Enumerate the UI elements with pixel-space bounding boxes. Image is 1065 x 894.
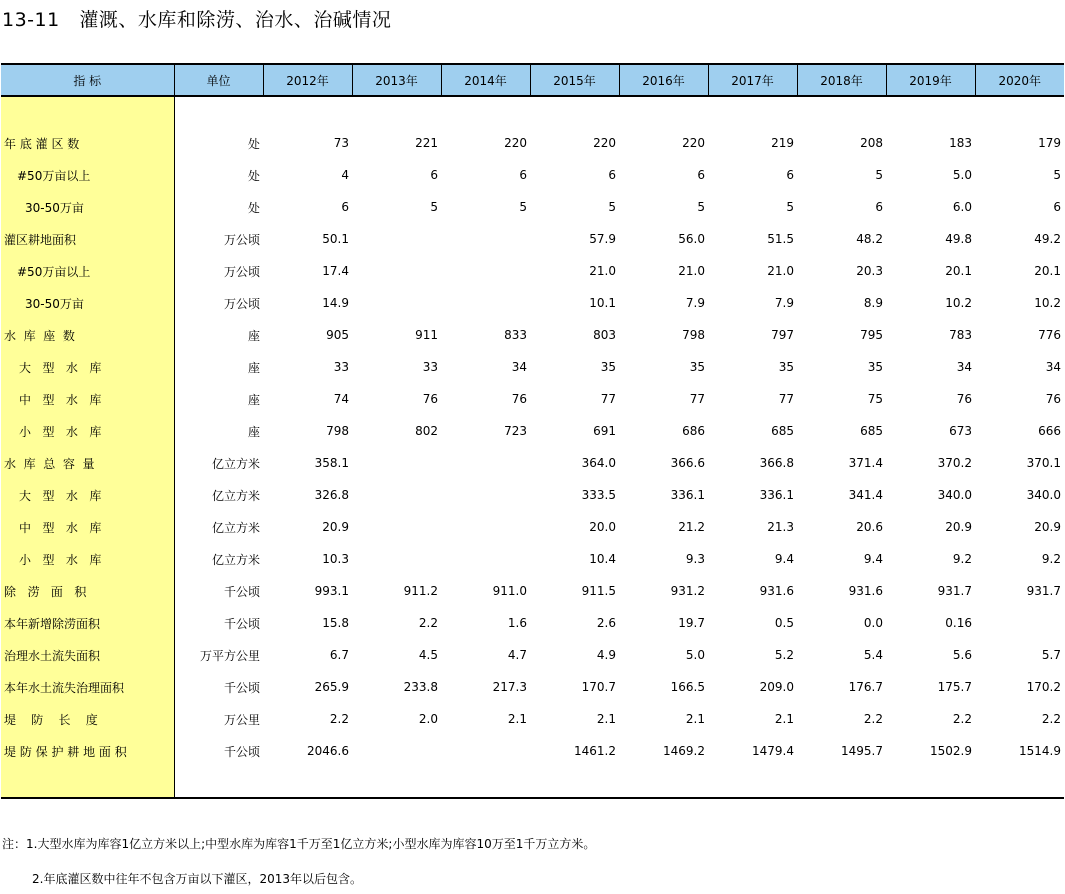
value-cell: 21.0	[589, 264, 616, 278]
header-indicator: 指 标	[1, 64, 174, 96]
value-cell: 2.0	[418, 712, 438, 726]
value-cell: 2.1	[774, 712, 794, 726]
value-cell: 5	[875, 168, 883, 182]
value-cell	[352, 735, 441, 767]
row-label: 30-50万亩	[1, 287, 174, 319]
value-cell: 57.9	[589, 232, 616, 246]
header-year: 2014年	[441, 64, 530, 96]
row-label: 小 型 水 库	[1, 415, 174, 447]
value-cell	[441, 735, 530, 767]
value-cell: 76	[422, 392, 438, 406]
value-cell: 208	[860, 136, 883, 150]
value-cell: 2.1	[685, 712, 705, 726]
value-cell: 2.2	[863, 712, 883, 726]
header-year: 2020年	[975, 64, 1064, 96]
value-cell: 170.7	[581, 680, 616, 694]
value-cell: 15.8	[322, 616, 349, 630]
value-cell: 1479.4	[752, 744, 794, 758]
value-cell	[441, 287, 530, 319]
value-cell: 6	[786, 168, 794, 182]
value-cell: 14.9	[322, 296, 349, 310]
table-row	[1, 415, 1064, 447]
value-cell: 1502.9	[930, 744, 972, 758]
table-row	[1, 543, 1064, 575]
empty-cell	[174, 96, 1064, 127]
value-cell: 6	[608, 168, 616, 182]
value-cell: 20.1	[945, 264, 972, 278]
row-label: 小 型 水 库	[1, 543, 174, 575]
value-cell: 7.9	[774, 296, 794, 310]
value-cell: 685	[860, 424, 883, 438]
row-unit: 亿立方米	[211, 488, 260, 503]
value-cell: 35	[867, 360, 883, 374]
value-cell	[352, 511, 441, 543]
value-cell: 5	[697, 200, 705, 214]
row-label: #50万亩以上	[1, 255, 174, 287]
value-cell: 20.3	[856, 264, 883, 278]
label-cell	[1, 767, 174, 798]
value-cell: 905	[326, 328, 349, 342]
value-cell: 4.7	[507, 648, 527, 662]
spacer-row	[1, 767, 1064, 798]
header-year: 2018年	[797, 64, 886, 96]
value-cell: 336.1	[759, 488, 794, 502]
value-cell: 1495.7	[841, 744, 883, 758]
row-unit: 座	[247, 360, 260, 375]
row-label: 30-50万亩	[1, 191, 174, 223]
value-cell: 673	[949, 424, 972, 438]
row-label: 大 型 水 库	[1, 351, 174, 383]
value-cell: 2.2	[418, 616, 438, 630]
row-unit: 座	[247, 328, 260, 343]
value-cell	[441, 223, 530, 255]
value-cell: 176.7	[848, 680, 883, 694]
table-row	[1, 383, 1064, 415]
value-cell: 6	[519, 168, 527, 182]
table-row	[1, 255, 1064, 287]
value-cell	[352, 447, 441, 479]
value-cell: 34	[956, 360, 972, 374]
value-cell: 993.1	[314, 584, 349, 598]
value-cell: 76	[956, 392, 972, 406]
value-cell: 50.1	[322, 232, 349, 246]
header-year: 2017年	[708, 64, 797, 96]
value-cell: 179	[1038, 136, 1061, 150]
value-cell: 1461.2	[574, 744, 616, 758]
footnote: 注：1.大型水库为库容1亿立方米以上;中型水库为库容1千万至1亿立方米;小型水库为库容10万至1千万立方米。	[2, 837, 596, 851]
value-cell: 358.1	[314, 456, 349, 470]
value-cell: 20.1	[1034, 264, 1061, 278]
value-cell: 10.2	[1034, 296, 1061, 310]
row-label: 本年水土流失治理面积	[1, 671, 174, 703]
row-label: 除 涝 面 积	[1, 575, 174, 607]
value-cell: 21.0	[678, 264, 705, 278]
value-cell: 21.2	[678, 520, 705, 534]
row-label: 灌区耕地面积	[1, 223, 174, 255]
table-row	[1, 575, 1064, 607]
value-cell: 370.1	[1026, 456, 1061, 470]
header-year: 2015年	[530, 64, 619, 96]
table-row	[1, 607, 1064, 639]
value-cell: 20.0	[589, 520, 616, 534]
value-cell: 219	[771, 136, 794, 150]
table-row	[1, 127, 1064, 159]
value-cell: 366.8	[759, 456, 794, 470]
value-cell: 76	[511, 392, 527, 406]
value-cell: 17.4	[322, 264, 349, 278]
value-cell: 4	[341, 168, 349, 182]
header-unit: 单位	[174, 64, 263, 96]
value-cell	[441, 511, 530, 543]
value-cell	[975, 607, 1064, 639]
value-cell: 21.0	[767, 264, 794, 278]
page-title: 13-11 灌溉、水库和除涝、治水、治碱情况	[2, 9, 392, 31]
value-cell: 49.8	[945, 232, 972, 246]
value-cell: 931.7	[1026, 584, 1061, 598]
row-unit: 千公顷	[223, 744, 260, 759]
value-cell: 797	[771, 328, 794, 342]
value-cell: 20.9	[945, 520, 972, 534]
value-cell: 2.6	[596, 616, 616, 630]
row-unit: 万公顷	[223, 232, 260, 247]
row-unit: 处	[247, 136, 260, 151]
value-cell: 56.0	[678, 232, 705, 246]
value-cell	[441, 543, 530, 575]
row-unit: 万公顷	[223, 264, 260, 279]
value-cell: 370.2	[937, 456, 972, 470]
row-unit: 座	[247, 392, 260, 407]
table-row	[1, 447, 1064, 479]
value-cell	[352, 255, 441, 287]
value-cell: 10.4	[589, 552, 616, 566]
value-cell: 5.7	[1041, 648, 1061, 662]
value-cell: 75	[867, 392, 883, 406]
value-cell: 5	[608, 200, 616, 214]
row-label: 堤 防 长 度	[1, 703, 174, 735]
value-cell: 798	[326, 424, 349, 438]
header-year: 2012年	[263, 64, 352, 96]
table-row	[1, 223, 1064, 255]
value-cell: 371.4	[848, 456, 883, 470]
value-cell: 666	[1038, 424, 1061, 438]
table-body	[1, 96, 1064, 798]
value-cell: 2.2	[952, 712, 972, 726]
value-cell	[352, 223, 441, 255]
row-label: 水 库 座 数	[1, 319, 174, 351]
row-unit: 千公顷	[223, 616, 260, 631]
table-row	[1, 703, 1064, 735]
table-row	[1, 511, 1064, 543]
header-year: 2019年	[886, 64, 975, 96]
value-cell: 74	[333, 392, 349, 406]
value-cell: 221	[415, 136, 438, 150]
row-label: #50万亩以上	[1, 159, 174, 191]
value-cell: 34	[511, 360, 527, 374]
value-cell: 723	[504, 424, 527, 438]
row-label: 水 库 总 容 量	[1, 447, 174, 479]
value-cell: 19.7	[678, 616, 705, 630]
value-cell: 9.2	[1041, 552, 1061, 566]
row-unit: 万公顷	[223, 296, 260, 311]
value-cell: 9.3	[685, 552, 705, 566]
value-cell: 911.5	[581, 584, 616, 598]
value-cell: 76	[1045, 392, 1061, 406]
value-cell	[441, 255, 530, 287]
value-cell: 10.1	[589, 296, 616, 310]
value-cell: 931.2	[670, 584, 705, 598]
value-cell: 170.2	[1026, 680, 1061, 694]
value-cell: 911.0	[492, 584, 527, 598]
table-row	[1, 351, 1064, 383]
value-cell: 6	[875, 200, 883, 214]
row-label: 中 型 水 库	[1, 511, 174, 543]
value-cell: 209.0	[759, 680, 794, 694]
row-label: 本年新增除涝面积	[1, 607, 174, 639]
value-cell: 5.2	[774, 648, 794, 662]
value-cell: 6.0	[952, 200, 972, 214]
value-cell: 9.4	[863, 552, 883, 566]
value-cell: 795	[860, 328, 883, 342]
row-unit: 亿立方米	[211, 520, 260, 535]
value-cell: 1514.9	[1019, 744, 1061, 758]
value-cell: 220	[504, 136, 527, 150]
value-cell: 931.6	[848, 584, 883, 598]
value-cell: 340.0	[937, 488, 972, 502]
value-cell: 798	[682, 328, 705, 342]
value-cell: 77	[778, 392, 794, 406]
value-cell: 5.0	[952, 168, 972, 182]
value-cell: 0.0	[863, 616, 883, 630]
table-row	[1, 671, 1064, 703]
row-unit: 座	[247, 424, 260, 439]
row-label: 堤 防 保 护 耕 地 面 积	[1, 735, 174, 767]
value-cell	[352, 543, 441, 575]
value-cell: 2.1	[596, 712, 616, 726]
row-label: 中 型 水 库	[1, 383, 174, 415]
table-row	[1, 639, 1064, 671]
value-cell: 691	[593, 424, 616, 438]
value-cell: 10.2	[945, 296, 972, 310]
value-cell: 10.3	[322, 552, 349, 566]
value-cell: 2.1	[507, 712, 527, 726]
value-cell: 6	[1053, 200, 1061, 214]
value-cell: 336.1	[670, 488, 705, 502]
value-cell: 802	[415, 424, 438, 438]
table-row	[1, 191, 1064, 223]
header-row	[1, 64, 1064, 96]
table-row	[1, 735, 1064, 767]
value-cell: 20.9	[322, 520, 349, 534]
value-cell: 35	[600, 360, 616, 374]
value-cell: 333.5	[581, 488, 616, 502]
empty-cell	[174, 767, 1064, 798]
value-cell: 48.2	[856, 232, 883, 246]
value-cell: 340.0	[1026, 488, 1061, 502]
footnote: 2.年底灌区数中往年不包含万亩以下灌区，2013年以后包含。	[32, 872, 362, 886]
row-unit: 处	[247, 168, 260, 183]
value-cell: 175.7	[937, 680, 972, 694]
value-cell: 73	[333, 136, 349, 150]
value-cell: 686	[682, 424, 705, 438]
value-cell: 6.7	[329, 648, 349, 662]
value-cell: 217.3	[492, 680, 527, 694]
value-cell: 6	[341, 200, 349, 214]
value-cell: 5.0	[685, 648, 705, 662]
value-cell: 0.5	[774, 616, 794, 630]
row-label: 大 型 水 库	[1, 479, 174, 511]
value-cell: 2046.6	[307, 744, 349, 758]
header-year: 2016年	[619, 64, 708, 96]
value-cell: 5	[786, 200, 794, 214]
value-cell: 5	[1053, 168, 1061, 182]
value-cell: 4.5	[418, 648, 438, 662]
table-row	[1, 159, 1064, 191]
value-cell: 220	[593, 136, 616, 150]
value-cell: 366.6	[670, 456, 705, 470]
value-cell: 35	[778, 360, 794, 374]
value-cell: 233.8	[403, 680, 438, 694]
row-unit: 千公顷	[223, 680, 260, 695]
value-cell: 33	[422, 360, 438, 374]
value-cell: 833	[504, 328, 527, 342]
value-cell: 783	[949, 328, 972, 342]
value-cell: 0.16	[945, 616, 972, 630]
value-cell: 326.8	[314, 488, 349, 502]
value-cell: 220	[682, 136, 705, 150]
spacer-row	[1, 96, 1064, 127]
value-cell: 4.9	[596, 648, 616, 662]
value-cell	[441, 479, 530, 511]
label-cell	[1, 96, 174, 127]
value-cell	[352, 287, 441, 319]
value-cell: 6	[697, 168, 705, 182]
value-cell: 776	[1038, 328, 1061, 342]
value-cell: 8.9	[863, 296, 883, 310]
header-year: 2013年	[352, 64, 441, 96]
value-cell: 265.9	[314, 680, 349, 694]
row-unit: 千公顷	[223, 584, 260, 599]
value-cell: 9.4	[774, 552, 794, 566]
value-cell: 77	[689, 392, 705, 406]
value-cell: 77	[600, 392, 616, 406]
row-unit: 万平方公里	[199, 648, 260, 663]
value-cell: 166.5	[670, 680, 705, 694]
row-unit: 亿立方米	[211, 456, 260, 471]
value-cell: 20.6	[856, 520, 883, 534]
value-cell: 911.2	[403, 584, 438, 598]
value-cell: 1.6	[507, 616, 527, 630]
value-cell: 803	[593, 328, 616, 342]
value-cell: 5	[430, 200, 438, 214]
value-cell: 1469.2	[663, 744, 705, 758]
row-label: 治理水土流失面积	[1, 639, 174, 671]
value-cell: 34	[1045, 360, 1061, 374]
value-cell: 5.4	[863, 648, 883, 662]
footnotes	[2, 836, 595, 888]
value-cell: 6	[430, 168, 438, 182]
table-row	[1, 287, 1064, 319]
value-cell: 931.7	[937, 584, 972, 598]
row-label: 年 底 灌 区 数	[1, 127, 174, 159]
statistics-table	[1, 63, 1064, 799]
table-row	[1, 479, 1064, 511]
row-unit: 处	[247, 200, 260, 215]
table-row	[1, 319, 1064, 351]
value-cell: 183	[949, 136, 972, 150]
value-cell	[441, 447, 530, 479]
value-cell: 9.2	[952, 552, 972, 566]
value-cell: 364.0	[581, 456, 616, 470]
value-cell: 21.3	[767, 520, 794, 534]
value-cell: 2.2	[329, 712, 349, 726]
value-cell: 341.4	[848, 488, 883, 502]
value-cell: 911	[415, 328, 438, 342]
row-unit: 亿立方米	[211, 552, 260, 567]
value-cell: 51.5	[767, 232, 794, 246]
value-cell: 7.9	[685, 296, 705, 310]
value-cell: 2.2	[1041, 712, 1061, 726]
value-cell: 49.2	[1034, 232, 1061, 246]
value-cell: 931.6	[759, 584, 794, 598]
value-cell: 5.6	[952, 648, 972, 662]
value-cell: 20.9	[1034, 520, 1061, 534]
value-cell: 33	[333, 360, 349, 374]
value-cell: 35	[689, 360, 705, 374]
row-unit: 万公里	[223, 712, 260, 727]
value-cell	[352, 479, 441, 511]
value-cell: 5	[519, 200, 527, 214]
value-cell: 685	[771, 424, 794, 438]
